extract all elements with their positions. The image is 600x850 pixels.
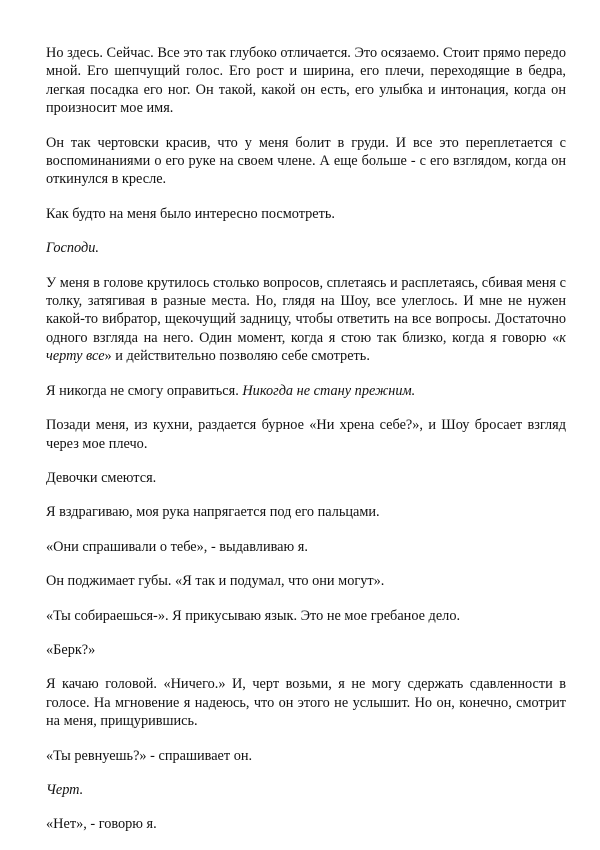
text-run: Он поджимает губы. «Я так и подумал, что они могут». [46, 573, 385, 590]
text-run: Но здесь. Сейчас. Все это так глубоко отличается. Это осязаемо. Стоит прямо передо мной. Его шепчущий голос. Его рост и ширина, его плечи, переходящие в бедра, легкая посадка его ног. Он такой, какой он есть, его улыбка и интонация, когда он произносит мое имя. [46, 45, 566, 117]
paragraph [46, 675, 566, 730]
text-run: Позади меня, из кухни, раздается бурное «Ни хрена себе?», и Шоу бросает взгляд через мое плечо. [46, 417, 566, 452]
paragraph [46, 44, 566, 118]
text-run: «Нет», - говорю я. [46, 816, 157, 833]
text-run: «Берк?» [46, 641, 96, 658]
text-run: Я вздрагиваю, моя рука напрягается под его пальцами. [46, 504, 380, 521]
paragraph [46, 274, 566, 366]
text-run: У меня в голове крутилось столько вопросов, сплетаясь и расплетаясь, сбивая меня с толку, затягивая в разные места. Но, глядя на Шоу, все улеглось. И мне не нужен какой-то вибратор, щекочущий задницу, чтобы ответить на все вопросы. Достаточно одного взгляда на него. Один момент, когда я стою так близко, когда я говорю « [46, 274, 566, 346]
text-run: Я никогда не смогу оправиться. [46, 382, 243, 399]
text-run: » и действительно позволяю себе смотреть. [104, 348, 370, 365]
italic-text: Господи. [46, 240, 99, 257]
text-run: Я качаю головой. «Ничего.» И, черт возьми, я не могу сдержать сдавленности в голосе. На мгновение я надеюсь, что он этого не услышит. Но он, конечно, смотрит на меня, прищурившись. [46, 676, 566, 730]
text-run: Девочки смеются. [46, 469, 157, 486]
paragraph [46, 416, 566, 453]
italic-text: Никогда не стану прежним. [242, 382, 416, 399]
paragraph [46, 503, 566, 521]
paragraph [46, 781, 566, 799]
paragraph [46, 572, 566, 590]
text-run: «Ты собираешься-». Я прикусываю язык. Это не мое гребаное дело. [46, 607, 461, 624]
text-run: Как будто на меня было интересно посмотреть. [46, 205, 335, 222]
italic-text: Черт. [46, 781, 84, 798]
paragraph [46, 538, 566, 556]
paragraph [46, 134, 566, 189]
text-run: «Ты ревнуешь?» - спрашивает он. [46, 747, 253, 764]
text-run: «Они спрашивали о тебе», - выдавливаю я. [46, 538, 308, 555]
paragraph [46, 747, 566, 765]
paragraph [46, 205, 566, 223]
paragraph [46, 382, 566, 400]
paragraph [46, 815, 566, 833]
paragraph [46, 607, 566, 625]
paragraph [46, 469, 566, 487]
document-page [46, 44, 566, 850]
paragraph [46, 239, 566, 257]
text-run: Он так чертовски красив, что у меня болит в груди. И все это переплетается с воспоминаниями о его руке на своем члене. А еще больше - с его взглядом, когда он откинулся в кресле. [46, 134, 566, 188]
italic-text: к черту все [46, 329, 566, 365]
paragraph [46, 641, 566, 659]
